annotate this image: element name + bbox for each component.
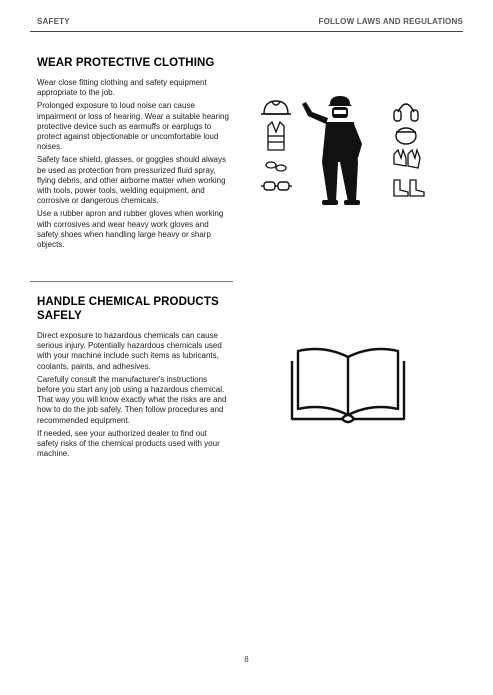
paragraph: Wear close fitting clothing and safety equipment appropriate to the job. bbox=[37, 78, 207, 98]
section-title: WEAR PROTECTIVE CLOTHING bbox=[37, 57, 215, 69]
paragraph: Use a rubber apron and rubber gloves when working with corrosives and wear heavy work gloves and safety shoes when handling large heavy or sharp objects. bbox=[37, 209, 224, 250]
open-book-icon bbox=[288, 343, 408, 427]
protective-clothing-illustration bbox=[258, 92, 428, 212]
safety-boots-icon bbox=[394, 180, 424, 196]
page-number: 8 bbox=[244, 655, 249, 664]
section-protective-clothing bbox=[37, 56, 229, 253]
header-rule bbox=[30, 31, 463, 32]
paragraph: Direct exposure to hazardous chemicals can cause serious injury. Potentially hazardous chemicals used with your machine include such items as lubricants, coolants, paints, and adhesives. bbox=[37, 331, 222, 371]
header-section-label: SAFETY bbox=[37, 17, 70, 26]
section-title: HANDLE CHEMICAL PRODUCTS SAFELY bbox=[37, 296, 219, 322]
safety-vest-icon bbox=[268, 122, 284, 150]
section-divider bbox=[30, 281, 233, 282]
earmuffs-icon bbox=[394, 104, 418, 121]
section-chemical-products bbox=[37, 295, 229, 462]
paragraph: Carefully consult the manufacturer's instructions before you start any job using a hazardous chemical. That way you will know exactly what the risks are and how to do the job safely. Then follow procedures and recommended equipment. bbox=[37, 374, 227, 425]
worker-figure-icon bbox=[302, 96, 362, 205]
paragraph: Prolonged exposure to loud noise can cause impairment or loss of hearing. Wear a suitable hearing protective device such as earmuffs or earplugs to protect against objectionable or uncomfortable loud noises. bbox=[37, 101, 229, 152]
paragraph: If needed, see your authorized dealer to find out safety risks of the chemical products used with your machine. bbox=[37, 428, 220, 459]
goggles-icon bbox=[261, 182, 292, 190]
hard-hat-icon bbox=[261, 101, 291, 114]
face-shield-icon bbox=[396, 128, 416, 144]
paragraph: Safety face shield, glasses, or goggles should always be used as protection from pressurized fluid spray, flying debris, and other airborne matter when working with tools, power tools, welding equipment, and corrosive or dangerous chemicals. bbox=[37, 155, 226, 206]
gloves-icon bbox=[394, 150, 420, 168]
earplugs-icon bbox=[266, 162, 286, 171]
header-chapter-label: FOLLOW LAWS AND REGULATIONS bbox=[318, 17, 463, 26]
